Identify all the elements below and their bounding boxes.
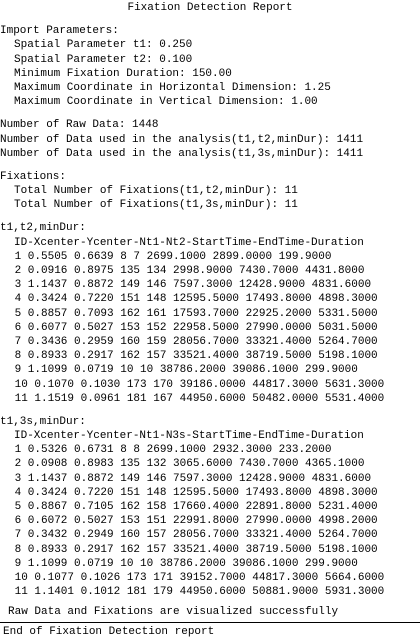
table-row: 9 1.1099 0.0719 10 10 38786.2000 39086.1000 299.9000 [8,557,358,570]
table-row: 11 1.1401 0.1012 181 179 44950.6000 50881.9000 5931.3000 [8,586,385,599]
table-3s-header: ID-Xcenter-Ycenter-Nt1-N3s-StartTime-EndTime-Duration [14,430,364,443]
divider [0,622,420,623]
table-row: 4 0.3424 0.7220 151 148 12595.5000 17493.8000 4898.3000 [8,293,378,306]
table-row: 5 0.8857 0.7093 162 161 17593.7000 22925.2000 5331.5000 [8,307,378,320]
table-row: 1 0.5505 0.6639 8 7 2699.1000 2899.0000 199.9000 [8,250,332,263]
spacer [0,212,420,221]
table-row: 6 0.6077 0.5027 153 152 22958.5000 27990.0000 5031.5000 [8,321,378,334]
table-row: 2 0.0908 0.8983 135 132 3065.6000 7430.7000 4365.1000 [8,458,365,471]
table-row: 10 0.1077 0.1026 173 171 39152.7000 44817.3000 5664.6000 [8,571,385,584]
report-footer: End of Fixation Detection report [3,625,215,638]
table-row: 5 0.8867 0.7105 162 158 17660.4000 22891.8000 5231.4000 [8,501,378,513]
param-min-duration: Minimum Fixation Duration: 150.00 [14,67,232,80]
table-row: 3 1.1437 0.8872 149 146 7597.3000 12428.9000 4831.6000 [8,279,372,292]
table-row: 4 0.3424 0.7220 151 148 12595.5000 17493.8000 4898.3000 [8,486,378,499]
import-heading: Import Parameters: [0,25,119,38]
table-3s-label: t1,3s,minDur: [0,415,86,428]
table-row: 8 0.8933 0.2917 162 157 33521.4000 38719.5000 5198.1000 [8,350,378,363]
raw-data-count: Number of Raw Data: 1448 [0,119,159,132]
status-message: Raw Data and Fixations are visualized successfully [8,606,339,619]
param-max-horizontal: Maximum Coordinate in Horizontal Dimension: 1.25 [14,81,331,94]
fixations-total-t2: Total Number of Fixations(t1,t2,minDur): 11 [14,185,298,198]
table-row: 7 0.3436 0.2959 160 159 28056.7000 33321.4000 5264.7000 [8,335,378,348]
spacer [0,15,420,24]
fixations-total-3s: Total Number of Fixations(t1,3s,minDur): 11 [14,199,298,212]
table-row: 2 0.0916 0.8975 135 134 2998.9000 7430.7000 4431.8000 [8,265,365,277]
table-row: 1 0.5326 0.6731 8 8 2699.1000 2932.3000 233.2000 [8,444,332,457]
spacer [0,109,420,118]
fixations-heading: Fixations: [0,170,67,183]
table-row: 6 0.6072 0.5027 153 151 22991.8000 27990.0000 4998.2000 [8,515,378,528]
table-row: 11 1.1519 0.0961 181 167 44950.6000 50482.0000 5531.4000 [8,392,385,405]
spacer [0,406,420,415]
table-row: 10 0.1070 0.1030 173 170 39186.0000 44817.3000 5631.3000 [8,378,385,391]
table-row: 8 0.8933 0.2917 162 157 33521.4000 38719.5000 5198.1000 [8,543,378,556]
param-t2: Spatial Parameter t2: 0.100 [14,53,193,66]
data-used-t2-count: Number of Data used in the analysis(t1,t2,minDur): 1411 [0,133,364,146]
report-title: Fixation Detection Report [127,2,293,14]
table-t2-label: t1,t2,minDur: [0,222,86,235]
spacer [0,161,420,170]
table-t2-body [0,250,420,406]
table-row: 9 1.1099 0.0719 10 10 38786.2000 39086.1000 299.9000 [8,364,358,377]
table-t2-header: ID-Xcenter-Ycenter-Nt1-Nt2-StartTime-EndTime-Duration [14,236,364,249]
param-max-vertical: Maximum Coordinate in Vertical Dimension: 1.00 [14,96,318,109]
param-t1: Spatial Parameter t1: 0.250 [14,39,193,52]
table-row: 7 0.3432 0.2949 160 157 28056.7000 33321.4000 5264.7000 [8,529,378,542]
table-row: 3 1.1437 0.8872 149 146 7597.3000 12428.9000 4831.6000 [8,472,372,485]
data-used-3s-count: Number of Data used in the analysis(t1,3s,minDur): 1411 [0,147,364,160]
